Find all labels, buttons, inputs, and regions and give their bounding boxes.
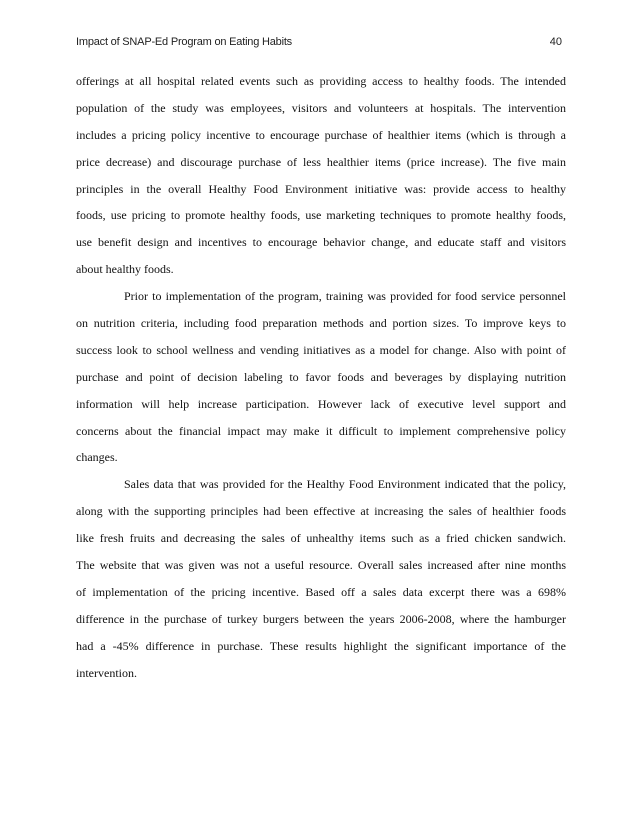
- text-line: changes.: [76, 450, 118, 465]
- text-line: concerns about the financial impact may make it difficult to implement comprehensive policy: [76, 423, 566, 438]
- text-line: about healthy foods.: [76, 262, 174, 277]
- text-line: Prior to implementation of the program, training was provided for food service personnel: [124, 289, 566, 304]
- running-head: Impact of SNAP-Ed Program on Eating Habits: [76, 36, 292, 48]
- text-line: offerings at all hospital related events such as providing access to healthy foods. The intended: [76, 74, 566, 88]
- text-line: like fresh fruits and decreasing the sales of unhealthy items such as a fried chicken sandwich.: [76, 531, 566, 546]
- text-line: of implementation of the pricing incentive. Based off a sales data excerpt there was a 698%: [76, 584, 566, 599]
- body-text: [76, 68, 566, 686]
- text-line: use benefit design and incentives to encourage behavior change, and educate staff and visitors: [76, 235, 566, 250]
- text-line: intervention.: [76, 665, 137, 680]
- text-line: along with the supporting principles had been effective at increasing the sales of healthier foods: [76, 504, 566, 519]
- page-number: 40: [549, 36, 562, 48]
- text-line: includes a pricing policy incentive to encourage purchase of healthier items (which is through a: [76, 127, 566, 142]
- text-line: had a -45% difference in purchase. These results highlight the significant importance of the: [76, 638, 566, 653]
- text-line: foods, use pricing to promote healthy foods, use marketing techniques to promote healthy foods,: [76, 208, 566, 223]
- text-line: information will help increase participation. However lack of executive level support and: [76, 396, 566, 411]
- text-line: principles in the overall Healthy Food Environment initiative was: provide access to healthy: [76, 181, 566, 196]
- text-line: purchase and point of decision labeling to favor foods and beverages by displaying nutrition: [76, 369, 566, 384]
- text-line: price decrease) and discourage purchase of less healthier items (price increase). The five main: [76, 154, 566, 169]
- text-line: on nutrition criteria, including food preparation methods and portion sizes. To improve keys to: [76, 316, 566, 331]
- text-line: Sales data that was provided for the Healthy Food Environment indicated that the policy,: [124, 477, 566, 492]
- text-line: difference in the purchase of turkey burgers between the years 2006-2008, where the hamburger: [76, 611, 566, 626]
- text-line: success look to school wellness and vending initiatives as a model for change. Also with point of: [76, 342, 566, 357]
- text-line: The website that was given was not a useful resource. Overall sales increased after nine months: [76, 558, 566, 573]
- text-line: population of the study was employees, visitors and volunteers at hospitals. The intervention: [76, 100, 566, 115]
